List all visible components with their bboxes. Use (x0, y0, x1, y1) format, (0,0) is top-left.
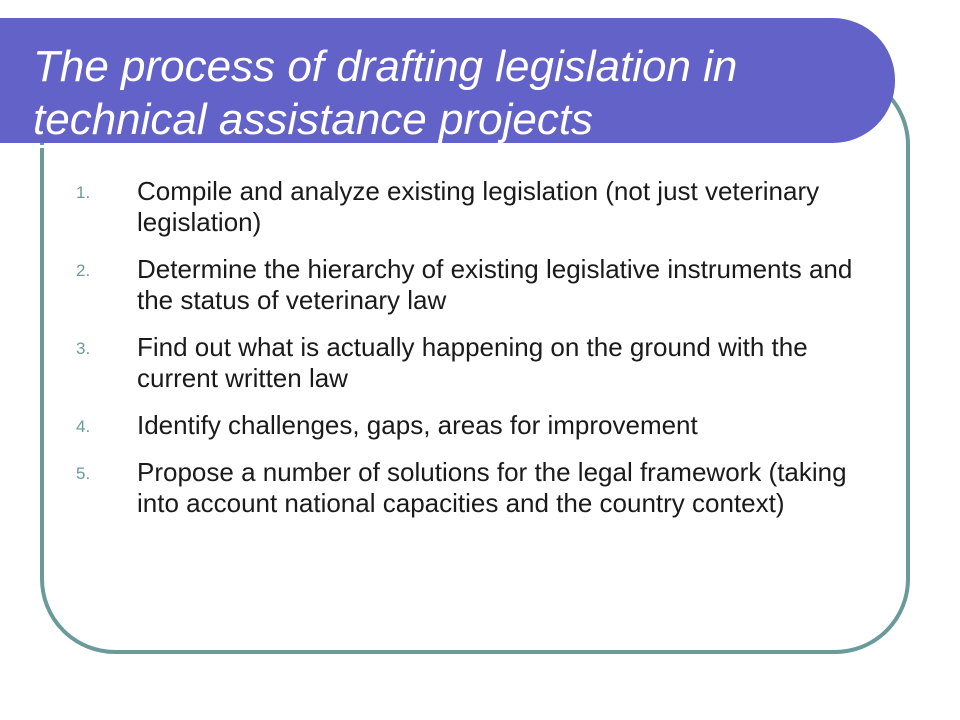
list-item-number: 2. (76, 261, 91, 280)
list-item-number: 4. (76, 417, 91, 436)
list-item (76, 176, 876, 238)
list-item-text: Find out what is actually happening on the ground with the current written law (137, 332, 808, 393)
list-item (76, 457, 876, 519)
list-item-text: Compile and analyze existing legislation (not just veterinary legislation) (137, 176, 820, 237)
title-bar (0, 18, 895, 143)
list-item (76, 410, 876, 441)
slide-title: The process of drafting legislation in technical assistance projects (33, 42, 738, 144)
list-item-number: 5. (76, 464, 91, 483)
list-item-number: 1. (76, 183, 91, 202)
list-item-number: 3. (76, 339, 91, 358)
list-item-text: Identify challenges, gaps, areas for improvement (137, 410, 698, 440)
numbered-list (76, 176, 876, 535)
list-item-text: Propose a number of solutions for the legal framework (taking into account national capacities and the country context) (137, 457, 847, 518)
list-item-text: Determine the hierarchy of existing legislative instruments and the status of veterinary law (137, 254, 853, 315)
list-item (76, 254, 876, 316)
title-underline (0, 145, 848, 148)
list-item (76, 332, 876, 394)
